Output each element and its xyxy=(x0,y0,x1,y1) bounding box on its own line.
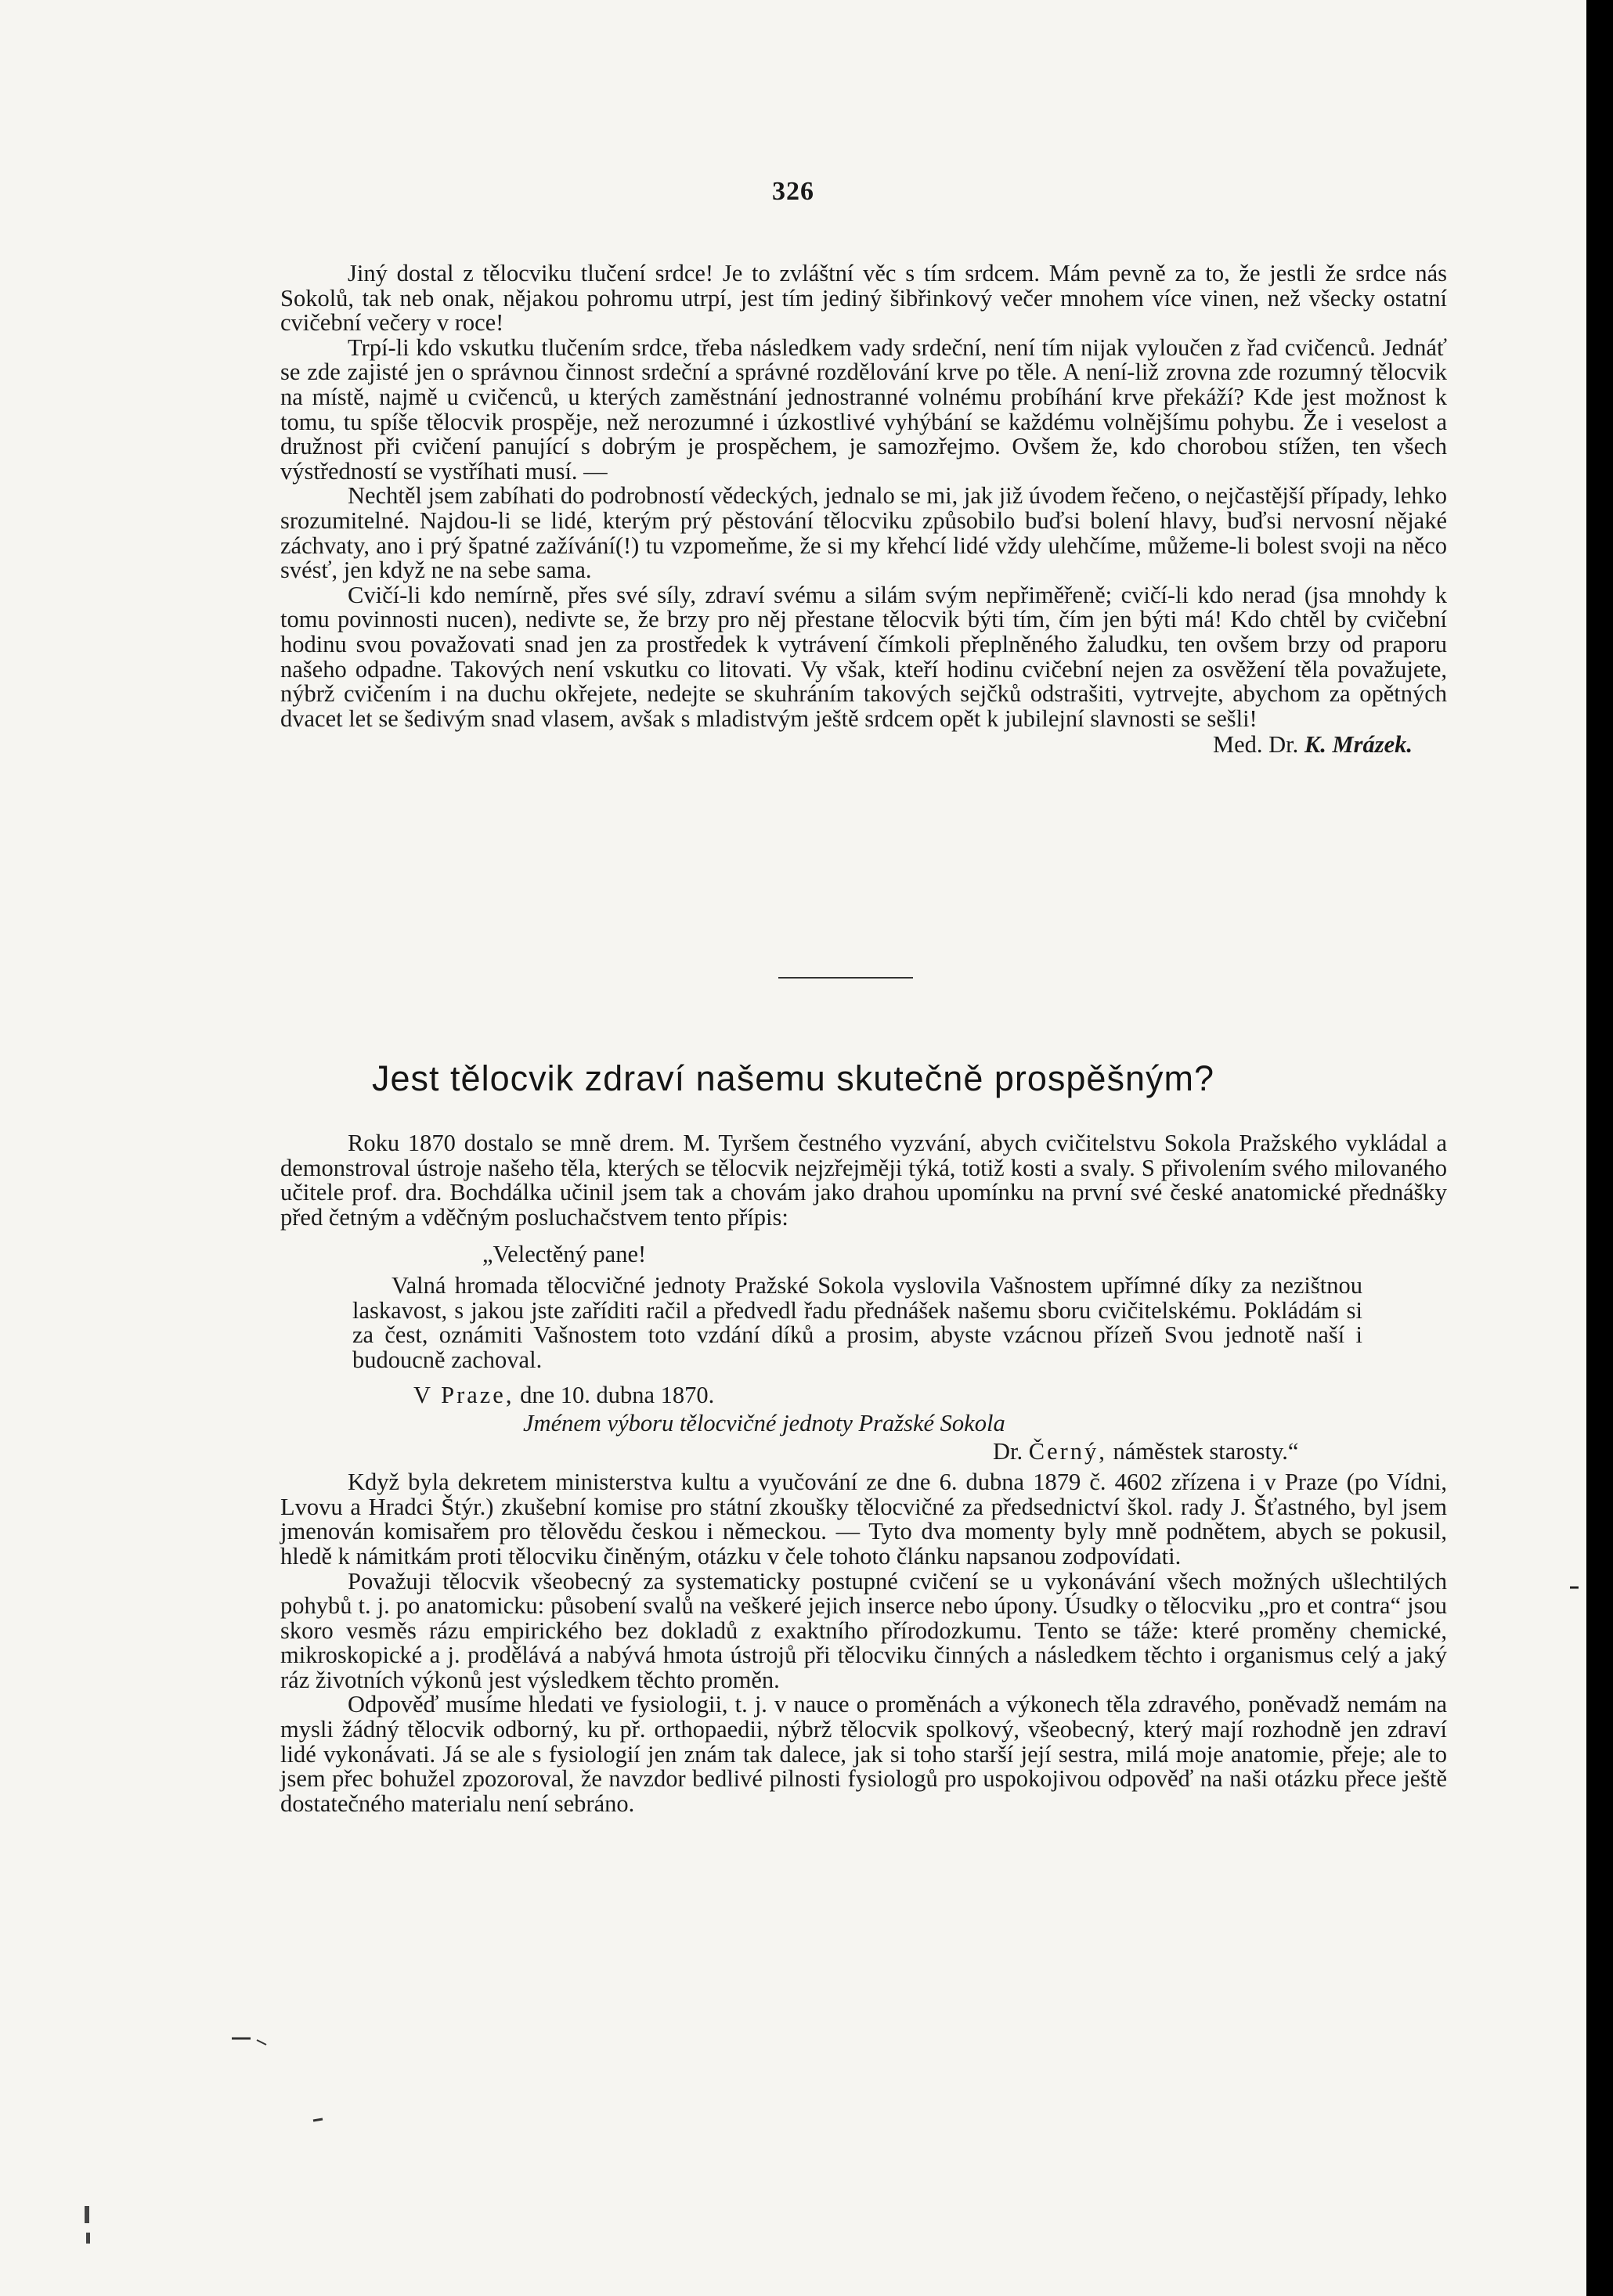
letter-committee-text: Jménem výboru tělocvičné jednoty Pražské Sokola xyxy=(523,1409,1005,1436)
letter-salutation: „Velectěný pane! xyxy=(482,1241,647,1268)
margin-tick-left-2 xyxy=(257,2040,266,2045)
officer-title: Dr. xyxy=(993,1437,1023,1465)
officer-name: Černý, xyxy=(1028,1437,1107,1465)
quoted-letter xyxy=(352,1242,1362,1372)
binding-mark-2 xyxy=(86,2233,90,2244)
margin-tick-bottom-left xyxy=(313,2119,323,2121)
officer-role: náměstek starosty.“ xyxy=(1113,1437,1299,1465)
article-one xyxy=(280,261,1447,758)
paragraph: Roku 1870 dostalo se mně drem. M. Tyršem čestného vyzvání, abych cvičitelstvu Sokola Pražského vykládal a demonstroval ústroje našeho těla, kterých se tělocvik nejzřejměji týká, totiž kosti a svaly. S přivolením svého milovaného učitele prof. dra. Bochdálka učinil jsem tak a chovám jako drahou upomínku na první své české anatomické přednášky před četným a vděčným posluchačstvem tento přípis: xyxy=(280,1130,1447,1231)
letter-date xyxy=(413,1383,1447,1408)
paragraph: Považuji tělocvik všeobecný za systematicky postupné cvičení se u vykonávání všech možných ušlechtilých pohybů t. j. po anatomicku: působení svalů na veškeré jejich inserce nebo úpony. Úsudky o tělocviku „pro et contra“ jsou skoro vesměs rázu empirického bez dokladů z exaktního přírodozkumu. Tento se táže: které proměny chemické, mikroskopické a j. prodělává a nabývá hmota ústrojů při tělocviku činných a následkem těchto i organismus celý a jaký ráz životních výkonů jest výsledkem těchto proměn. xyxy=(280,1567,1447,1693)
paragraph: Odpověď musíme hledati ve fysiologii, t. j. v nauce o proměnách a výkonech těla zdravého, poněvadž nemám na mysli žádný tělocvik odborný, ku př. orthopaedii, nýbrž tělocvik spolkový, všeobecný, který mají rozhodně jen zdraví lidé vykonávati. Já se ale s fysiologií jen znám tak dalece, jak si toho starší její sestra, milá moje anatomie, přeje; ale to jsem přec bohužel zpozoroval, že navzdor bedlivé pilnosti fysiologů pro uspokojivou odpověď na naši otázku přece ještě dostatečného materialu není sebráno. xyxy=(280,1691,1447,1817)
section-divider xyxy=(778,977,913,979)
paragraph: Cvičí-li kdo nemírně, přes své síly, zdraví svému a silám svým nepřiměřeně; cvičí-li kdo nerad (jsa mnohdy k tomu povinnosti nucen), nedivte se, že brzy pro něj přestane tělocvik býti tím, čím jen býti má! Kdo chtěl by cvičební hodinu svou považovati snad jen za prostředek k vytrávení čímkoli přeplněného žaludku, ten ovšem brzy od praporu našeho odpadne. Takových není vskutku co litovati. Vy však, kteří hodinu cvičební nejen za osvěžení těla považujete, nýbrž cvičením i na duchu okřejete, nedejte se skuhráním takových sejčků odstrašiti, vytrvejte, abychom za opětných dvacet let se šedivým snad vlasem, avšak s mladistvým ještě srdcem opět k jubilejní slavnosti se sešli! xyxy=(280,581,1447,732)
article-title: Jest tělocvik zdraví našemu skutečně prospěšným? xyxy=(372,1058,1214,1098)
letter-committee xyxy=(523,1411,1447,1436)
binding-mark xyxy=(85,2206,89,2223)
paragraph: Trpí-li kdo vskutku tlučením srdce, třeba následkem vady srdeční, není tím nijak vyloučen z řad cvičenců. Jednáť se zde zajisté jen o správnou činnost srdeční a správné rozdělování krve po těle. A není-liž zrovna zde rozumný tělocvik na místě, najmě u cvičenců, u kterých zaměstnání jednostranné volnému probíhání krve překáží? Kde jest možnost k tomu, tu spíše tělocvik prospěje, než nerozumné i úzkostlivé vyhýbání se každému volnějšímu pohybu. Že i veselost a družnost při cvičení panující s dobrým je prospěchem, je samozřejmo. Ovšem že, kdo chorobou stížen, ten všech výstředností se vystříhati musí. — xyxy=(280,333,1447,485)
article-two xyxy=(280,1131,1447,1816)
letter-body: Valná hromada tělocvičné jednoty Pražské Sokola vyslovila Vašnostem upřímné díky za nezištnou laskavost, s jakou jste zaříditi račil a předvedl řadu přednášek našemu sboru cvičitelskému. Pokládám si za čest, oznámiti Vašnostem toto vzdání díků a prosim, abyste vzácnou přízeň Svou jednotě naší i budoucně zachoval. xyxy=(352,1271,1362,1373)
signature-prefix: Med. Dr. xyxy=(1212,731,1299,759)
author-signature xyxy=(280,733,1413,758)
letter-date-place: V Praze, xyxy=(413,1382,514,1409)
letter-date-rest: dne 10. dubna 1870. xyxy=(520,1382,715,1409)
page-number: 326 xyxy=(772,177,814,206)
paragraph: Když byla dekretem ministerstva kultu a vyučování ze dne 6. dubna 1879 č. 4602 zřízena i v Praze (po Vídni, Lvovu a Hradci Štýr.) zkušební komise pro státní zkoušky tělocvičné za předsednictví škol. rady J. Šťastného, byl jsem jmenován komisařem pro tělovědu českou i německou. — Tyto dva momenty byly mně podnětem, abych se pokusil, hledě k námitkám proti tělocviku činěným, otázku v čele tohoto článku napsanou zodpovídati. xyxy=(280,1469,1447,1570)
paragraph: Jiný dostal z tělocviku tlučení srdce! Je to zvláštní věc s tím srdcem. Mám pevně za to, že jestli že srdce nás Sokolů, tak neb onak, nějakou pohromu utrpí, jest tím jediný šibřinkový večer mnohem více vinen, než všecky ostatní cvičební večery v roce! xyxy=(280,260,1447,337)
letter-officer xyxy=(280,1437,1447,1465)
paragraph: Nechtěl jsem zabíhati do podrobností vědeckých, jednalo se mi, jak již úvodem řečeno, o nejčastější případy, lehko srozumitelné. Najdou-li se lidé, kterým prý pěstování tělocviku způsobilo buďsi bolení hlavy, buďsi nervosní nějaké záchvaty, ano i prý špatné zažívání(!) tu vzpomeňme, že si my křehcí lidé vždy ulehčíme, můžeme-li bolest svoji na něco svésť, jen když ne na sebe sama. xyxy=(280,482,1447,584)
signature-name: K. Mrázek. xyxy=(1304,731,1413,759)
